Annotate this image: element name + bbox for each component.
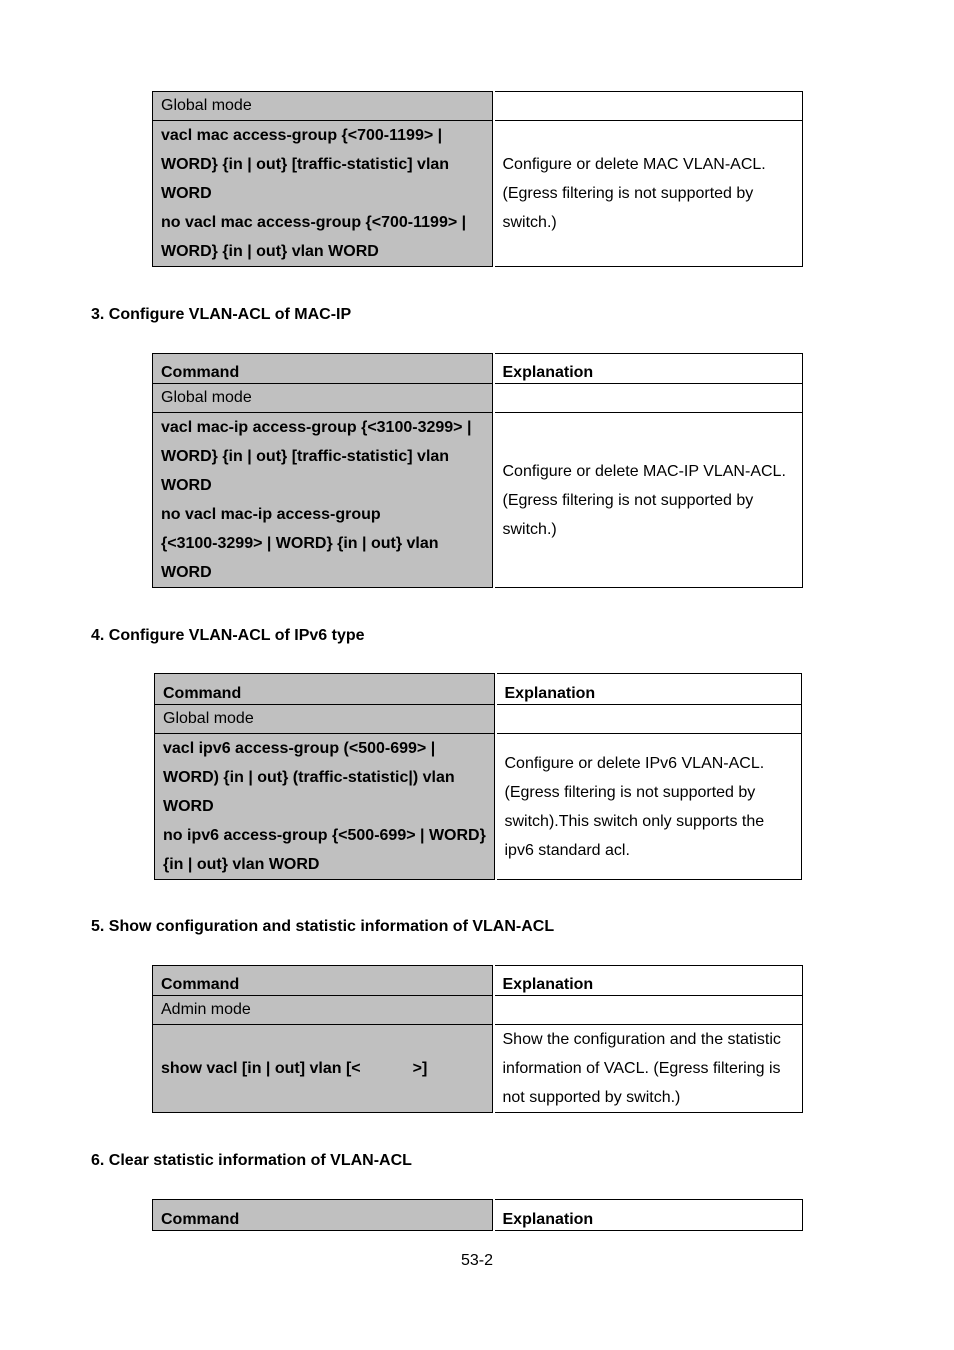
command-line: {in | out} vlan WORD xyxy=(163,856,320,873)
command-line: vacl mac access-group {<700-1199> | xyxy=(161,127,443,144)
explanation-cell xyxy=(494,413,803,588)
column-header-command: Command xyxy=(155,674,496,705)
mode-explanation-cell xyxy=(496,705,802,734)
command-line: WORD) {in | out} (traffic-statistic|) vlan xyxy=(163,769,455,786)
mode-cell: Admin mode xyxy=(153,996,494,1025)
explanation-line: information of VACL. (Egress filtering is xyxy=(502,1060,781,1077)
column-header-explanation: Explanation xyxy=(494,1200,803,1231)
column-header-command: Command xyxy=(153,966,494,996)
command-line: WORD} {in | out} [traffic-statistic] vlan xyxy=(161,156,450,173)
command-cell xyxy=(153,121,494,267)
table-mac-vlan-acl xyxy=(152,91,803,267)
command-cell xyxy=(155,734,496,880)
section-heading: 4. Configure VLAN-ACL of IPv6 type xyxy=(91,627,365,644)
explanation-line: Configure or delete IPv6 VLAN-ACL. xyxy=(504,754,765,772)
explanation-line: Configure or delete MAC VLAN-ACL. xyxy=(502,156,766,173)
column-header-explanation: Explanation xyxy=(494,354,803,384)
mode-cell: Global mode xyxy=(155,705,496,734)
command-line: WORD xyxy=(163,798,214,815)
mode-explanation-cell xyxy=(494,384,803,413)
command-line: no ipv6 access-group {<500-699> | WORD} xyxy=(163,827,486,844)
table-show-vacl xyxy=(152,965,803,1113)
section-heading: 6. Clear statistic information of VLAN-ACL xyxy=(91,1152,412,1169)
command-line: WORD xyxy=(161,564,212,581)
command-line: no vacl mac-ip access-group xyxy=(161,506,381,523)
explanation-line: (Egress filtering is not supported by xyxy=(504,783,756,801)
mode-cell: Global mode xyxy=(153,384,494,413)
mode-explanation-cell xyxy=(494,92,803,121)
explanation-line: (Egress filtering is not supported by xyxy=(502,491,754,509)
section-heading: 5. Show configuration and statistic information of VLAN-ACL xyxy=(91,918,555,935)
explanation-line: Configure or delete MAC-IP VLAN-ACL. xyxy=(502,462,786,480)
command-line: vacl ipv6 access-group (<500-699> | xyxy=(163,740,436,757)
column-header-command: Command xyxy=(153,1200,494,1231)
command-line: WORD xyxy=(161,185,212,202)
explanation-line: Show the configuration and the statistic xyxy=(502,1031,781,1048)
section-heading: 3. Configure VLAN-ACL of MAC-IP xyxy=(91,306,352,323)
command-line: WORD} {in | out} [traffic-statistic] vlan xyxy=(161,448,450,465)
explanation-line: switch.) xyxy=(502,214,557,231)
command-text-end: >] xyxy=(412,1060,428,1077)
explanation-cell xyxy=(494,1025,803,1113)
explanation-cell xyxy=(494,121,803,267)
column-header-explanation: Explanation xyxy=(494,966,803,996)
mode-cell: Global mode xyxy=(153,92,494,121)
mode-explanation-cell xyxy=(494,996,803,1025)
command-line: vacl mac-ip access-group {<3100-3299> | xyxy=(161,419,472,436)
command-cell xyxy=(153,413,494,588)
command-cell xyxy=(153,1025,494,1113)
command-line: {<3100-3299> | WORD} {in | out} vlan xyxy=(161,535,439,552)
page-number: 53-2 xyxy=(460,1252,494,1269)
explanation-line: (Egress filtering is not supported by xyxy=(502,185,754,202)
column-header-command: Command xyxy=(153,354,494,384)
explanation-cell xyxy=(496,734,802,880)
command-line: WORD} {in | out} vlan WORD xyxy=(161,243,379,260)
table-mac-ip-vlan-acl xyxy=(152,353,803,588)
column-header-explanation: Explanation xyxy=(496,674,802,705)
table-ipv6-vlan-acl xyxy=(154,673,802,880)
command-line: WORD xyxy=(161,477,212,494)
command-text-start: show vacl [in | out] vlan [< xyxy=(161,1060,361,1077)
explanation-line: not supported by switch.) xyxy=(502,1089,681,1106)
explanation-line: ipv6 standard acl. xyxy=(504,841,630,859)
explanation-line: switch).This switch only supports the xyxy=(504,812,765,830)
table-clear-vacl xyxy=(152,1199,803,1231)
command-line: no vacl mac access-group {<700-1199> | xyxy=(161,214,467,231)
explanation-line: switch.) xyxy=(502,520,557,538)
